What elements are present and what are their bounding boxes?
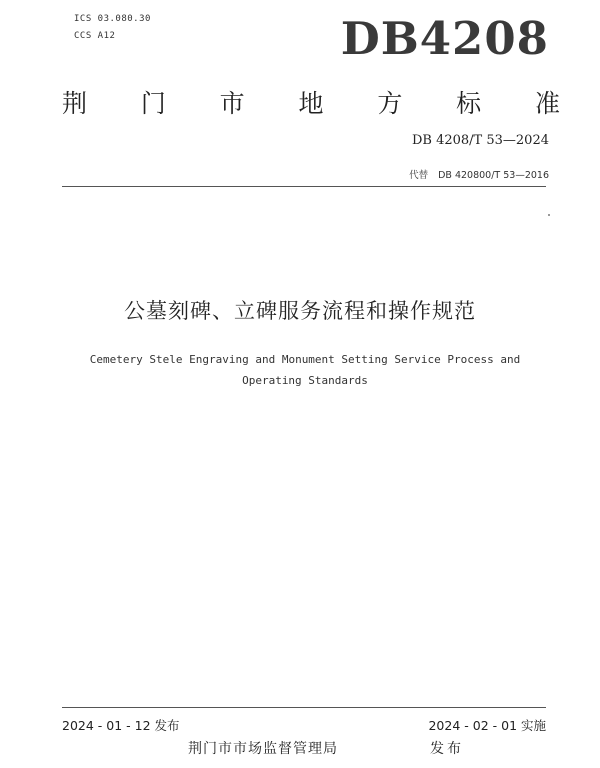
standard-type-heading (62, 84, 560, 120)
standard-type-char: 荆 (62, 89, 88, 118)
top-divider (62, 186, 546, 187)
bottom-divider (62, 707, 546, 708)
standard-type-char: 市 (219, 89, 245, 118)
title-english (60, 349, 550, 391)
title-english-line: Operating Standards (242, 374, 368, 387)
scan-speck (548, 214, 550, 216)
title-english-line: Cemetery Stele Engraving and Monument Setting Service Process and (89, 353, 521, 366)
publish-label: 发布 (430, 741, 464, 757)
standard-code: DB4208 (340, 12, 549, 65)
standard-type-char: 门 (140, 89, 166, 118)
standard-type-char: 方 (377, 89, 403, 118)
title-chinese: 公墓刻碑、立碑服务流程和操作规范 (124, 299, 476, 323)
replaces-line (409, 167, 549, 181)
implementation-date: 2024 - 02 - 01 实施 (428, 718, 546, 733)
standard-number: DB 4208/T 53—2024 (411, 133, 549, 148)
ics-code: ICS 03.080.30 (74, 14, 151, 24)
standard-type-char: 标 (456, 89, 482, 118)
standard-type-char: 地 (298, 89, 324, 118)
replaces-label: 代替 (409, 170, 429, 181)
ccs-code: CCS A12 (74, 31, 116, 41)
issuing-authority: 荆门市市场监督管理局 (188, 741, 338, 757)
standard-type-char: 准 (534, 89, 560, 118)
replaces-number: DB 420800/T 53—2016 (438, 170, 549, 181)
issue-date: 2024 - 01 - 12 发布 (62, 718, 180, 733)
